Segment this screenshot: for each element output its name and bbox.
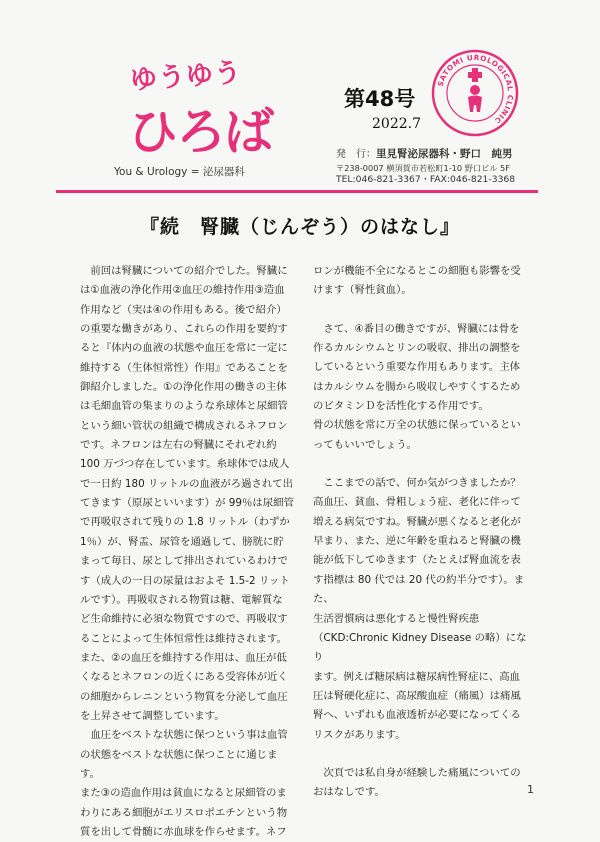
page-number: 1	[527, 783, 534, 796]
article-line: ます。例えば糖尿病は糖尿病性腎症に、高血	[313, 670, 520, 683]
publisher-prefix: 発 行：	[336, 149, 376, 160]
article-line: くなるとネフロンの近くにある受容体が近く	[80, 671, 288, 684]
logo-tagline: You & Urology = 泌尿器科	[114, 166, 245, 178]
issue-number: 第48号	[344, 87, 416, 111]
article-line: の状態をベストな状態に保つことに通じます。	[80, 748, 278, 780]
article-line: の細胞からレニンという物質を分泌して血圧	[80, 690, 288, 703]
article-line: という細い管状の組織で構成されるネフロン	[80, 419, 288, 432]
article-line: を上昇させて調整しています。	[80, 709, 225, 722]
article-line: ロンが機能不全になるとこの細胞も影響を受	[313, 265, 521, 277]
article-line: （CKD:Chronic Kidney Disease の略）になり	[313, 631, 527, 664]
article-line: です。ネフロンは左右の腎臓にそれぞれ約	[80, 439, 277, 452]
article-line: 腎へ、いずれも血液透析が必要になってくる	[313, 709, 521, 722]
article-line: ると『体内の血液の状態や血圧を常に一定に	[80, 342, 288, 355]
article-line: 能が低下してゆきます（たとえば腎血流を表	[313, 554, 521, 567]
article-line: す指標は 80 代では 20 代の約半分です）。また、	[313, 573, 525, 606]
publisher-contact: TEL:046-821-3367・FAX:046-821-3368	[336, 174, 516, 185]
issue-date: 2022.7	[372, 116, 421, 132]
article-line: の重要な働きがあり、これらの作用を要約す	[80, 323, 288, 336]
article-line: ってもいいでしょう。	[313, 438, 417, 451]
article-line: ど生命維持に必須な物質ですので、再吸収す	[80, 613, 288, 626]
article-title: 『続 腎臓（じんぞう）のはなし』	[139, 216, 460, 238]
article-line: 作用など（実は④の作用もある。後で紹介）	[80, 303, 287, 316]
logo-title: ひろば	[128, 103, 272, 161]
article-line: 高血圧、貧血、骨粗しょう症、老化に伴って	[313, 496, 521, 509]
article-line: 100 万づつ存在しています。糸球体では成人	[80, 458, 290, 471]
article-line: す（成人の一日の尿量はおよそ 1.5-2 リット	[80, 574, 290, 587]
article-line: 早まり、また、逆に年齢を重ねると腎臓の機	[313, 535, 521, 548]
article-line: 次頁では私自身が経験した痛風についての	[313, 766, 521, 779]
article-line: ここまでの話で、何か気がつきましたか？	[313, 477, 521, 490]
article-line	[313, 301, 528, 320]
article-line	[313, 745, 528, 764]
article-line: 作るカルシウムとリンの吸収、排出の調整を	[313, 342, 521, 355]
header-divider	[56, 190, 538, 193]
article-line: けます（腎性貧血）。	[313, 284, 412, 297]
article-line: は①血液の浄化作用②血圧の維持作用③造血	[80, 284, 285, 297]
article-line: 質を出して骨髄に赤血球を作らせます。ネフ	[80, 825, 287, 838]
article-column-left	[80, 262, 294, 842]
article-line: 維持する（生体恒常性）作用』であることを	[80, 361, 288, 374]
article-line: 骨の状態を常に万全の状態に保っているとい	[313, 419, 521, 432]
article-line: また③の造血作用は貧血になると尿細管のま	[80, 787, 287, 800]
article-line: さて、④番目の働きですが、腎臓には骨を	[313, 322, 520, 335]
article-line: 血圧をベストな状態に保つという事は血管	[80, 729, 288, 742]
article-line: で再吸収されて残りの 1.8 リットル（わずか	[80, 516, 290, 529]
article-line: はカルシウムを腸から吸収しやすくするため	[313, 380, 521, 393]
publisher-info	[336, 148, 515, 187]
article-line	[313, 455, 528, 474]
logo-kana: ゆうゆう	[129, 57, 244, 96]
publisher-name: 里見腎泌尿器科・野口 純男	[376, 148, 513, 160]
clinic-emblem-icon	[430, 48, 520, 138]
article-column-right	[313, 262, 528, 803]
article-line: ルです）。再吸収される物質は糖、電解質な	[80, 593, 283, 606]
article-line: で一日約 180 リットルの血液がろ過されて出	[80, 477, 294, 490]
article-line: しているという重要な作用もあります。主体	[313, 361, 520, 374]
article-line: てきます（原尿といいます）が 99％は尿細管	[80, 497, 294, 510]
publisher-address: 〒238-0007 横須賀市若松町1-10 野口ビル 5F	[336, 162, 510, 173]
article-line: また、②の血圧を維持する作用は、血圧が低	[80, 651, 287, 664]
article-line: 御紹介しました。①の浄化作用の働きの主体	[80, 381, 287, 394]
article-line: 生活習慣病は悪化すると慢性腎疾患	[313, 612, 480, 625]
article-line: 増える病気ですね。腎臓が悪くなると老化が	[313, 515, 521, 528]
article-line: は毛細血管の集まりのような糸球体と尿細管	[80, 400, 288, 413]
article-line: 圧は腎硬化症に、高尿酸血症（痛風）は痛風	[313, 689, 521, 702]
emblem-text: SATOMI UROLOGICAL CLINIC	[435, 52, 516, 126]
article-line: おはなしです。	[313, 786, 385, 799]
article-line: まって毎日、尿として排出されているわけで	[80, 555, 288, 568]
article-line: のビタミンＤを活性化する作用です。	[313, 400, 489, 413]
article-line: 前回は腎臓についての紹介でした。腎臓に	[80, 265, 288, 277]
article-line: わりにある細胞がエリスロポエチンという物	[80, 806, 288, 819]
article-line: リスクがあります。	[313, 728, 406, 741]
article-line: 1％）が、腎盂、尿管を通過して、膀胱に貯	[80, 535, 284, 548]
article-line: ることによって生体恒常性は維持されます。	[80, 632, 287, 645]
